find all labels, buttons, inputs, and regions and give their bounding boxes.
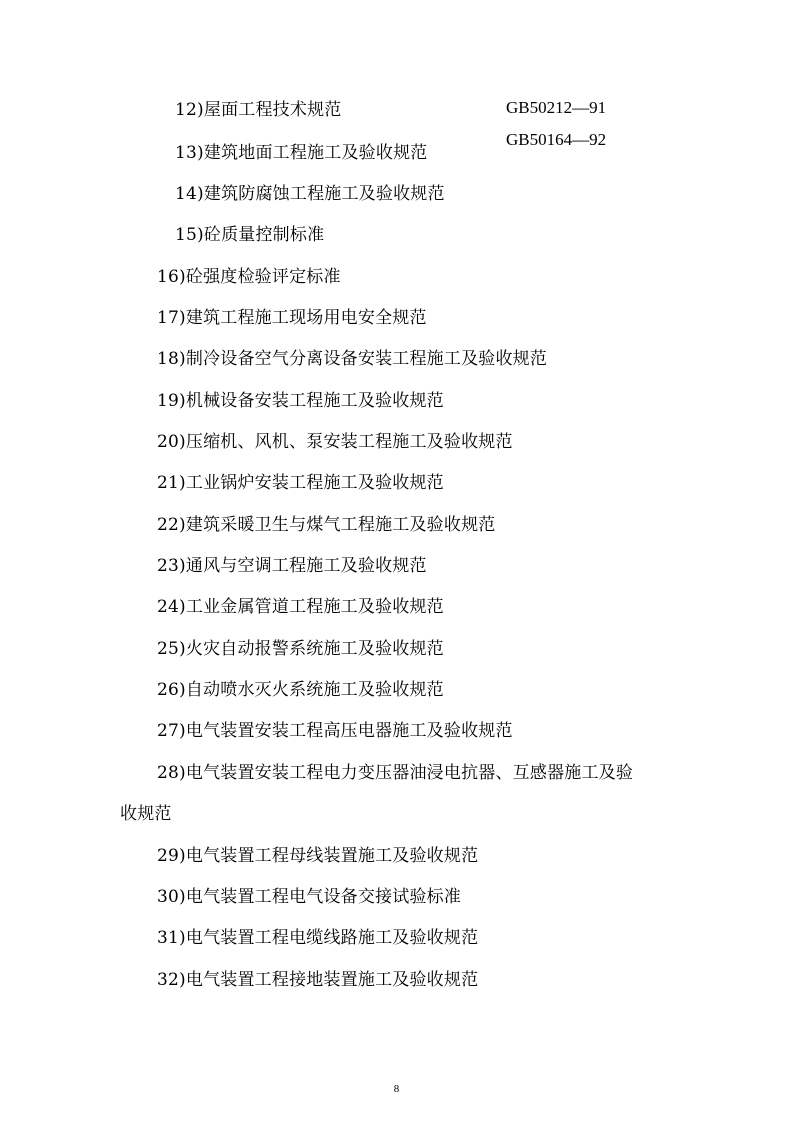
standard-code: GB50164—92 xyxy=(506,130,607,149)
list-item: 19)机械设备安装工程施工及验收规范 xyxy=(157,391,444,411)
list-item: 14)建筑防腐蚀工程施工及验收规范 xyxy=(175,184,445,204)
page-number: 8 xyxy=(393,1083,400,1095)
list-item-continuation: 收规范 xyxy=(120,804,172,824)
list-item: 20)压缩机、风机、泵安装工程施工及验收规范 xyxy=(157,432,513,452)
list-item: 28)电气装置安装工程电力变压器油浸电抗器、互感器施工及验 xyxy=(157,763,634,783)
list-item: 30)电气装置工程电气设备交接试验标准 xyxy=(157,887,462,907)
list-item: 13)建筑地面工程施工及验收规范 xyxy=(175,143,428,163)
list-item: 21)工业锅炉安装工程施工及验收规范 xyxy=(157,473,444,493)
list-item: 26)自动喷水灭火系统施工及验收规范 xyxy=(157,680,444,700)
list-item: 15)砼质量控制标准 xyxy=(175,225,325,245)
list-item: 24)工业金属管道工程施工及验收规范 xyxy=(157,597,444,617)
list-item: 29)电气装置工程母线装置施工及验收规范 xyxy=(157,846,479,866)
list-item: 25)火灾自动报警系统施工及验收规范 xyxy=(157,639,444,659)
list-item: 16)砼强度检验评定标准 xyxy=(157,267,341,287)
list-item: 31)电气装置工程电缆线路施工及验收规范 xyxy=(157,928,479,948)
list-item: 27)电气装置安装工程高压电器施工及验收规范 xyxy=(157,721,513,741)
list-item: 17)建筑工程施工现场用电安全规范 xyxy=(157,308,427,328)
standard-code: GB50212—91 xyxy=(506,98,607,117)
list-item: 23)通风与空调工程施工及验收规范 xyxy=(157,556,427,576)
list-item: 22)建筑采暖卫生与煤气工程施工及验收规范 xyxy=(157,515,496,535)
list-item: 12)屋面工程技术规范 xyxy=(175,100,342,120)
list-item: 32)电气装置工程接地装置施工及验收规范 xyxy=(157,970,479,990)
list-item: 18)制冷设备空气分离设备安装工程施工及验收规范 xyxy=(157,349,548,369)
